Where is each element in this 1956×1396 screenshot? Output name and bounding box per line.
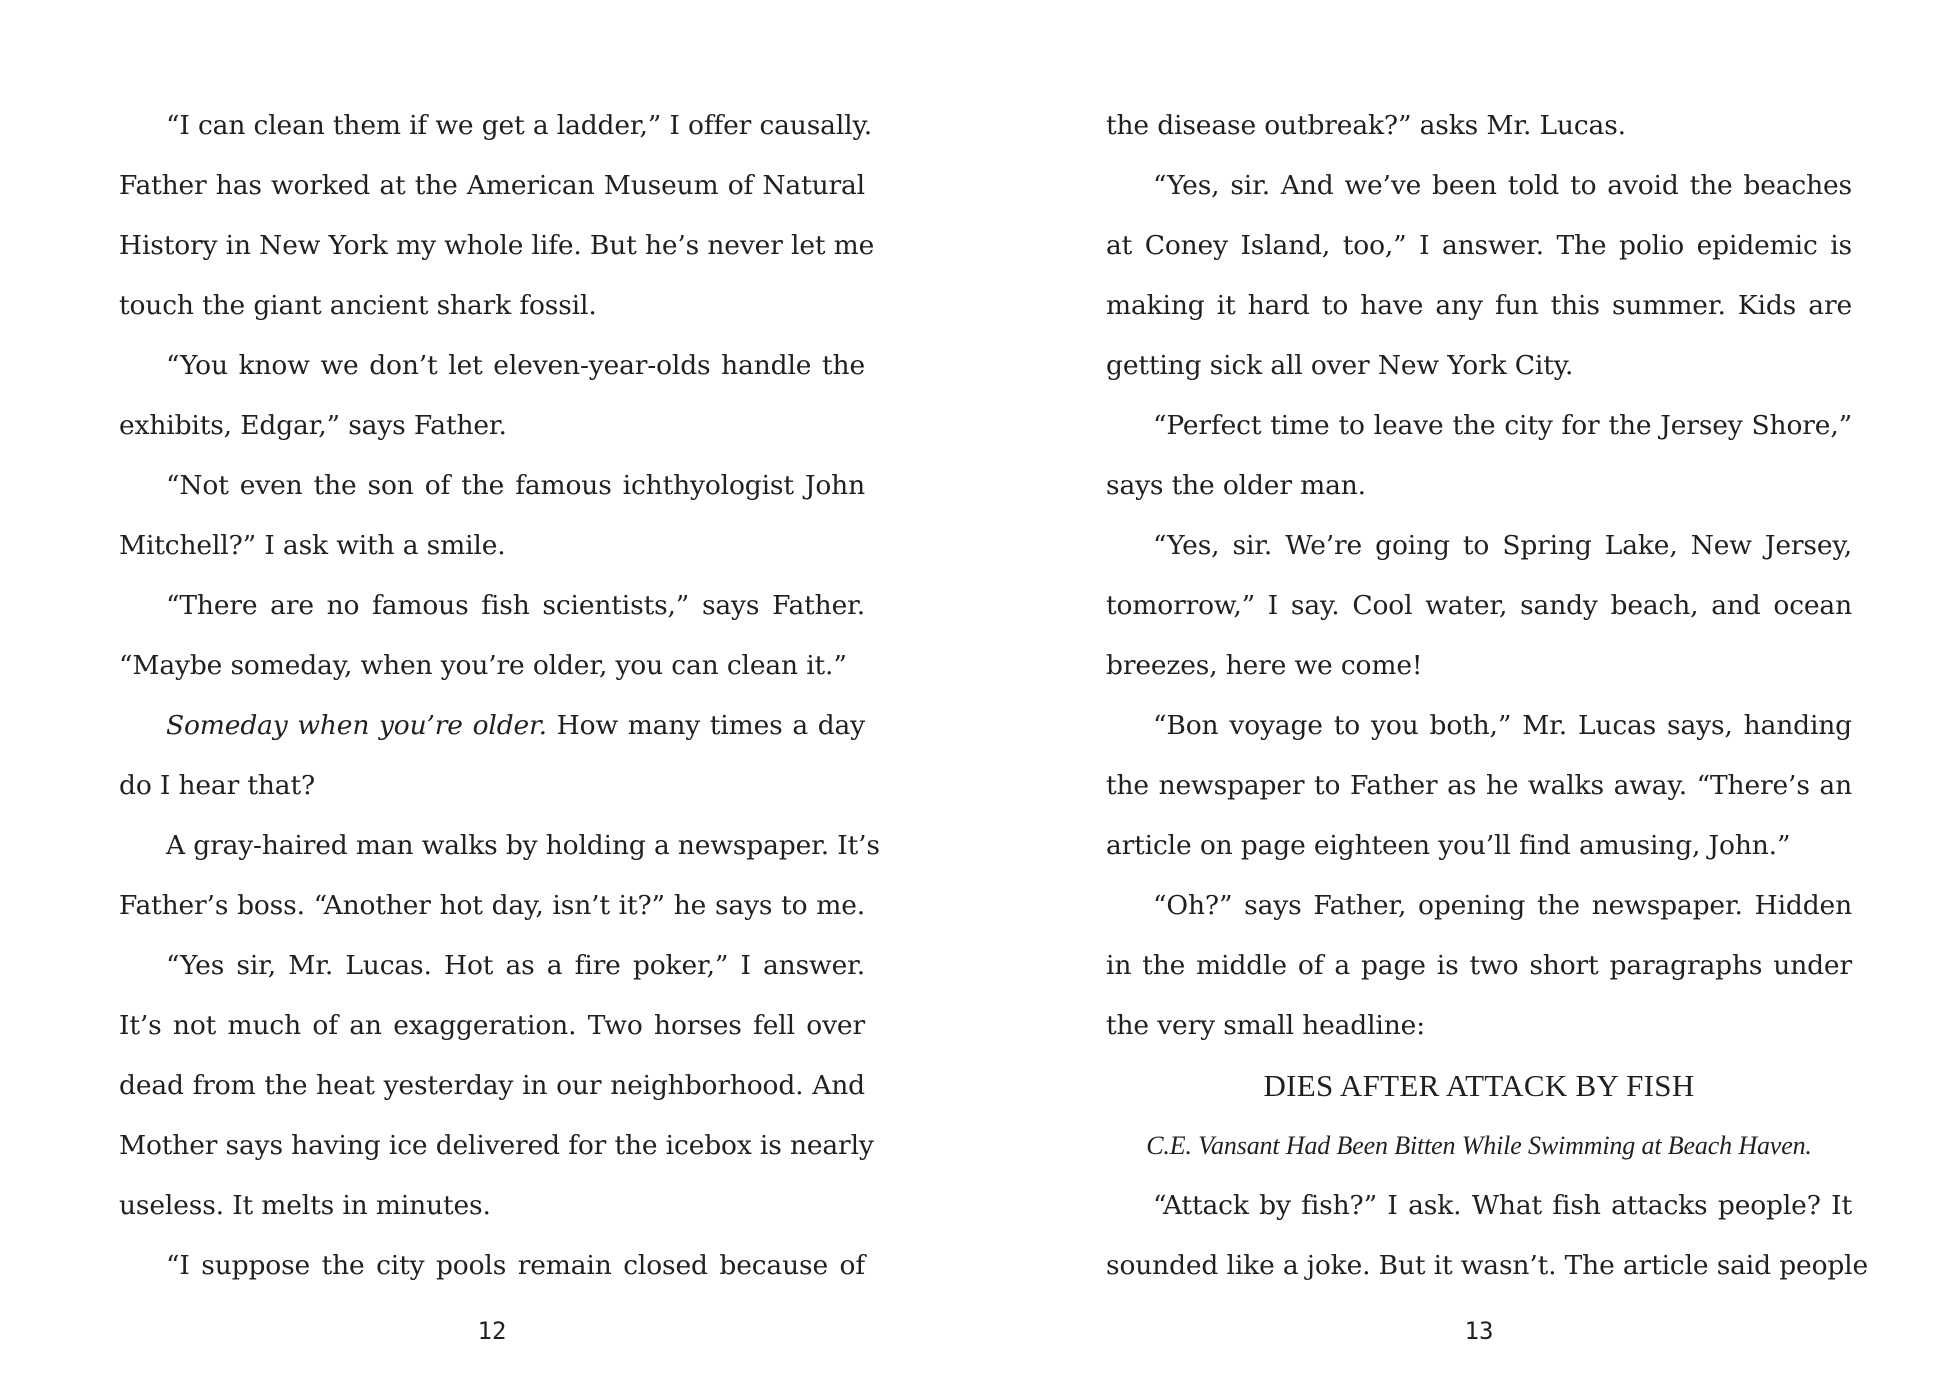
text-line: tomorrow,” I say. Cool water, sandy beach, and ocean	[1106, 590, 1852, 621]
text-line: “Perfect time to leave the city for the Jersey Shore,”	[1153, 410, 1852, 441]
text-line: “There are no famous fish scientists,” says Father.	[166, 590, 865, 621]
text-line: the newspaper to Father as he walks away. “There’s an	[1106, 770, 1852, 801]
text-line: Father has worked at the American Museum of Natural	[119, 170, 865, 201]
text-line: “You know we don’t let eleven-year-olds handle the	[166, 350, 865, 381]
text-line: “Attack by fish?” I ask. What fish attacks people? It	[1153, 1190, 1852, 1221]
text-line: “Oh?” says Father, opening the newspaper. Hidden	[1153, 890, 1852, 921]
text-line: Father’s boss. “Another hot day, isn’t it?” he says to me.	[119, 890, 865, 921]
right-page-body	[1106, 96, 1869, 1296]
text-line: “Yes, sir. We’re going to Spring Lake, New Jersey,	[1153, 530, 1852, 561]
text-line: says the older man.	[1106, 470, 1366, 501]
right-page	[1106, 0, 1869, 1396]
text-line: breezes, here we come!	[1106, 650, 1423, 681]
left-page-body	[119, 96, 880, 1296]
text-line: sounded like a joke. But it wasn’t. The article said people	[1106, 1250, 1869, 1281]
text-line: History in New York my whole life. But he’s never let me	[119, 230, 875, 261]
page-number: 12	[477, 1317, 507, 1345]
page-number: 13	[1464, 1317, 1494, 1345]
text-line: “Yes, sir. And we’ve been told to avoid the beaches	[1153, 170, 1852, 201]
text-line: “Yes sir, Mr. Lucas. Hot as a fire poker,” I answer.	[166, 950, 865, 981]
text-line: at Coney Island, too,” I answer. The polio epidemic is	[1106, 230, 1852, 261]
text-line: “I suppose the city pools remain closed because of	[166, 1250, 865, 1281]
text-line: making it hard to have any fun this summer. Kids are	[1106, 290, 1852, 321]
text-line	[119, 696, 865, 756]
text-line: “I can clean them if we get a ladder,” I offer causally.	[166, 110, 873, 141]
text-line: getting sick all over New York City.	[1106, 350, 1574, 381]
newspaper-headline: DIES AFTER ATTACK BY FISH	[1263, 1068, 1695, 1103]
text-line: dead from the heat yesterday in our neighborhood. And	[119, 1070, 865, 1101]
text-line: “Bon voyage to you both,” Mr. Lucas says, handing	[1153, 710, 1852, 741]
text-line: in the middle of a page is two short paragraphs under	[1106, 950, 1852, 981]
text-line: article on page eighteen you’ll find amusing, John.”	[1106, 830, 1791, 861]
text-line: the very small headline:	[1106, 1010, 1425, 1041]
text-line: It’s not much of an exaggeration. Two horses fell over	[119, 1010, 865, 1041]
text-fragment: How many times a day	[546, 710, 866, 741]
italic-phrase: Someday when you’re older.	[166, 710, 547, 741]
text-line: do I hear that?	[119, 770, 315, 801]
newspaper-subheadline: C.E. Vansant Had Been Bitten While Swimming at Beach Haven.	[1146, 1131, 1812, 1160]
text-line: Mother says having ice delivered for the icebox is nearly	[119, 1130, 874, 1161]
text-line: “Maybe someday, when you’re older, you can clean it.”	[119, 650, 847, 681]
text-line: exhibits, Edgar,” says Father.	[119, 410, 507, 441]
text-line: “Not even the son of the famous ichthyologist John	[166, 470, 865, 501]
text-line: A gray-haired man walks by holding a newspaper. It’s	[166, 830, 880, 861]
left-page	[119, 0, 880, 1396]
text-line: the disease outbreak?” asks Mr. Lucas.	[1106, 110, 1626, 141]
text-line: Mitchell?” I ask with a smile.	[119, 530, 506, 561]
text-line: touch the giant ancient shark fossil.	[119, 290, 597, 321]
text-line: useless. It melts in minutes.	[119, 1190, 491, 1221]
